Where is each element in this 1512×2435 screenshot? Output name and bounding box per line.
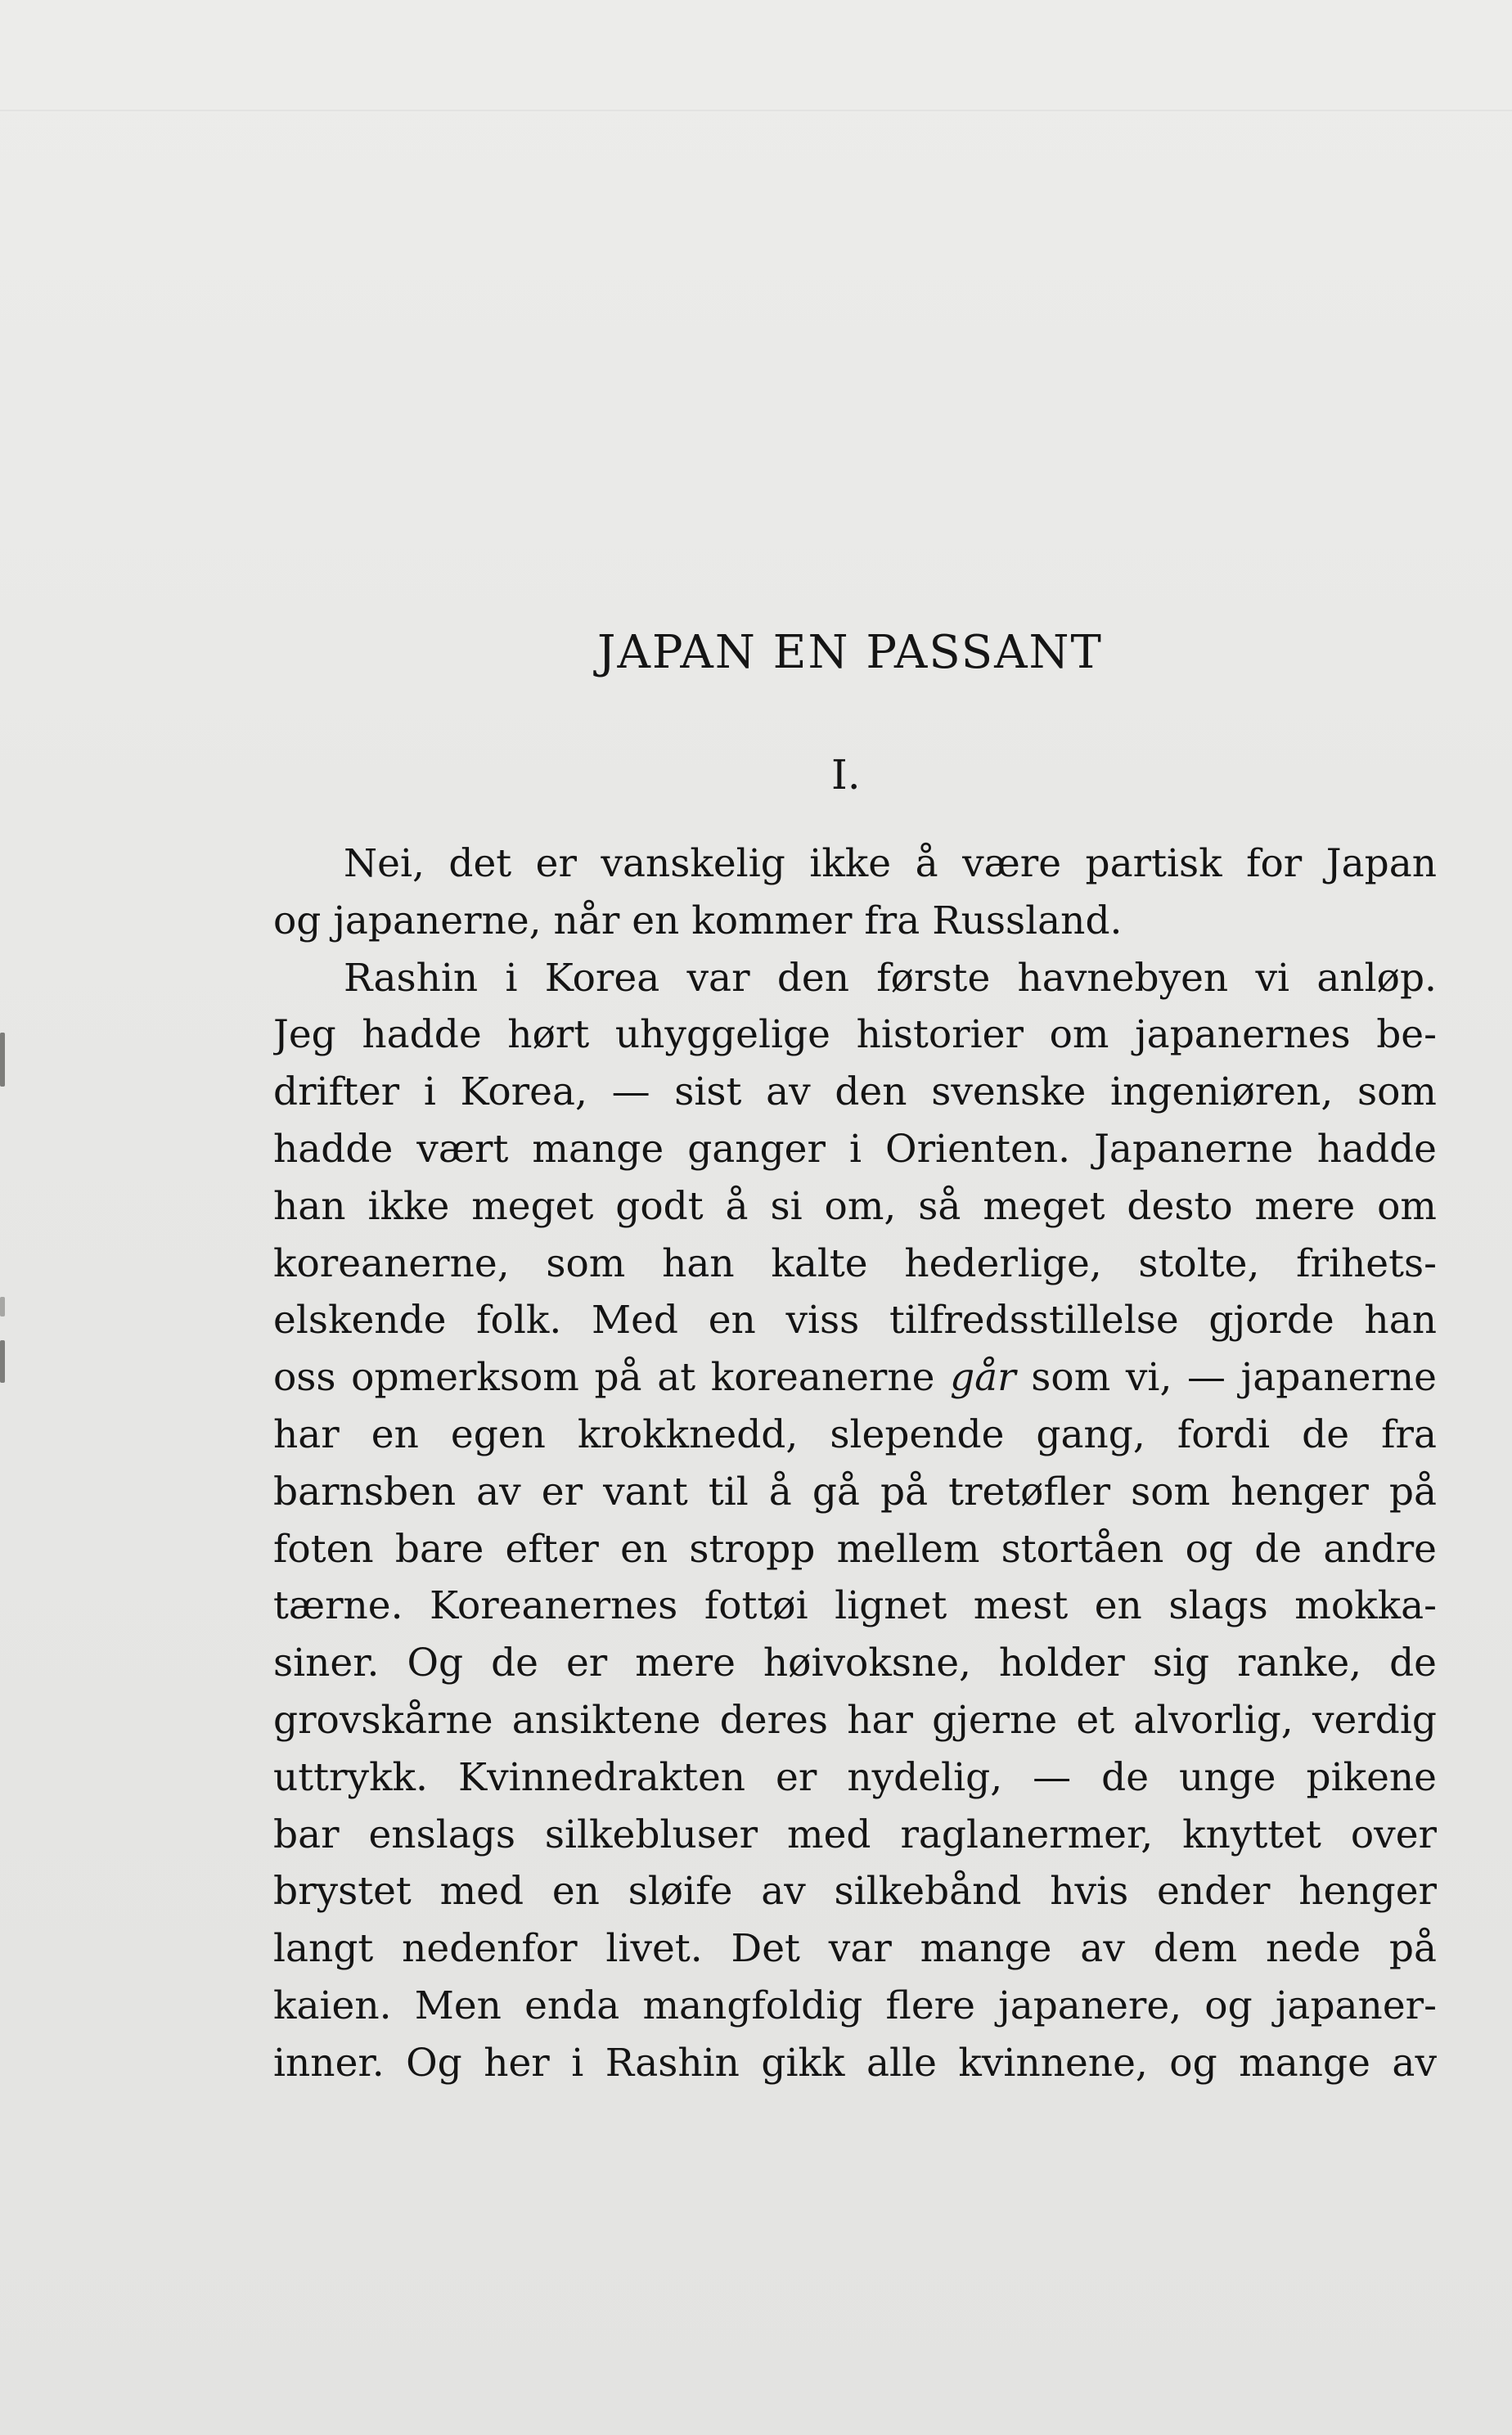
page-title: JAPAN EN PASSANT [597, 626, 1103, 679]
text-line: drifter i Korea, — sist av den svenske ingeniøren, som [273, 1069, 1437, 1115]
text-line: Rashin i Korea var den første havnebyen vi anløp. [344, 955, 1437, 1001]
body-text [273, 835, 1437, 2092]
text-fragment: oss opmerksom på at koreanerne [273, 1355, 951, 1401]
text-fragment: som vi, — japanerne [1015, 1355, 1437, 1401]
italic-word: går [950, 1355, 1016, 1401]
text-line: brystet med en sløife av silkebånd hvis ender henger [273, 1869, 1437, 1915]
text-line: han ikke meget godt å si om, så meget desto mere om [273, 1183, 1437, 1229]
text-line: og japanerne, når en kommer fra Russland. [273, 898, 1123, 943]
text-line: siner. Og de er mere høivoksne, holder sig ranke, de [273, 1641, 1437, 1686]
binding-mark [0, 1297, 5, 1317]
binding-mark [0, 1340, 5, 1383]
text-line: koreanerne, som han kalte hederlige, stolte, frihets- [273, 1240, 1437, 1286]
text-line: foten bare efter en stropp mellem stortåen og de andre [273, 1526, 1437, 1572]
chapter-number: I. [831, 751, 861, 799]
text-line: barnsben av er vant til å gå på tretøfler som henger på [273, 1469, 1437, 1515]
text-line: inner. Og her i Rashin gikk alle kvinnene, og mange av [273, 2040, 1437, 2086]
text-line: uttrykk. Kvinnedrakten er nydelig, — de unge pikene [273, 1754, 1437, 1800]
text-line: hadde vært mange ganger i Orienten. Japanerne hadde [273, 1126, 1437, 1172]
text-line: langt nedenfor livet. Det var mange av dem nede på [273, 1926, 1437, 1972]
text-line: har en egen krokknedd, slepende gang, fordi de fra [273, 1411, 1437, 1457]
text-line: Jeg hadde hørt uhyggelige historier om japanernes be- [273, 1012, 1437, 1058]
text-line: tærne. Koreanernes fottøi lignet mest en slags mokka- [273, 1583, 1437, 1629]
page-edge-shadow [0, 110, 1512, 111]
binding-mark [0, 1033, 5, 1087]
text-line: elskende folk. Med en viss tilfredsstillelse gjorde han [273, 1298, 1437, 1344]
text-line [273, 1349, 1437, 1407]
text-line: Nei, det er vanskelig ikke å være partisk for Japan [344, 841, 1437, 886]
text-line: bar enslags silkebluser med raglanermer, knyttet over [273, 1812, 1437, 1857]
text-line: kaien. Men enda mangfoldig flere japanere, og japaner- [273, 1983, 1437, 2028]
text-line: grovskårne ansiktene deres har gjerne et alvorlig, verdig [273, 1697, 1437, 1743]
